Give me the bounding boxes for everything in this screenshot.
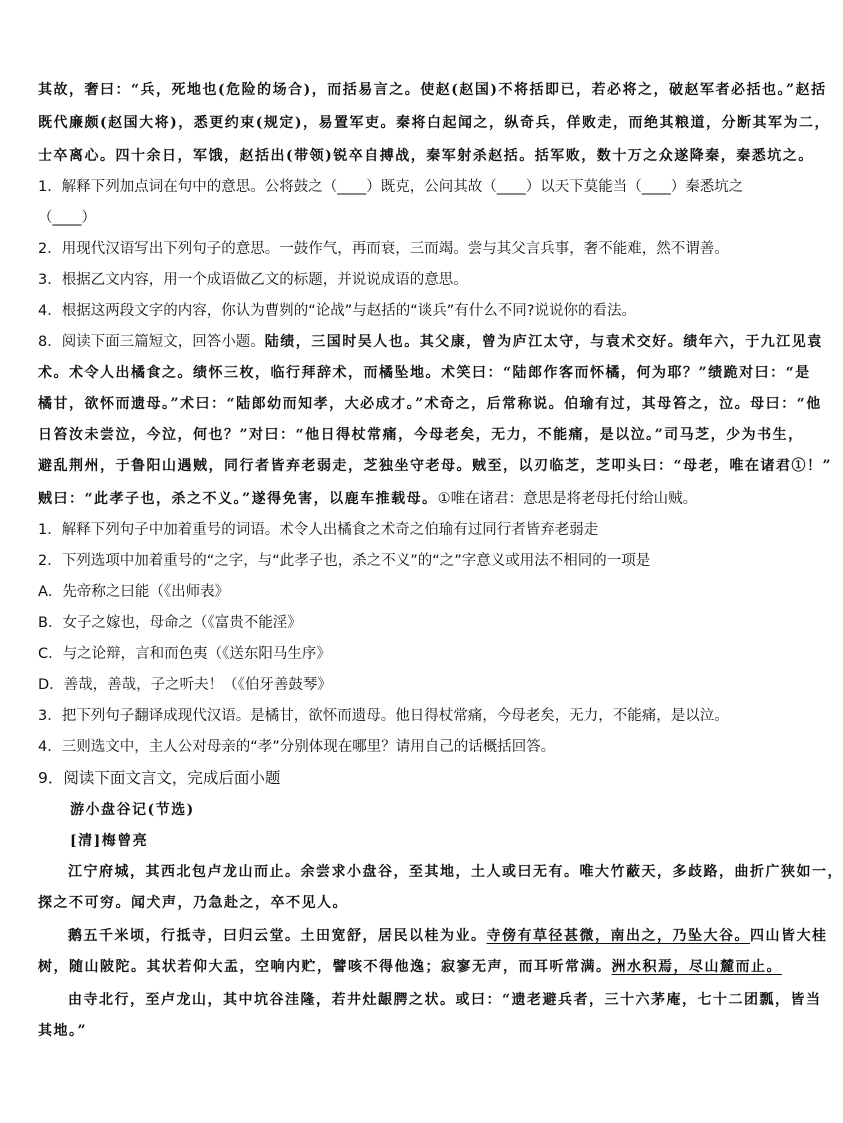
passage-line: 既代廉颇(赵国大将)，悉更约束(规定)，易置军吏。秦将白起闻之，纵奇兵，佯败走，而绝其粮道，分断其军为二， xyxy=(38,115,830,131)
underlined-sentence: 洲水积焉，尽山麓而止。 xyxy=(611,959,782,975)
passage-line: 士卒离心。四十余日，军饿，赵括出(带领)锐卒自搏战，秦军射杀赵括。括军败，数十万之众遂降秦，秦悉坑之。 xyxy=(38,148,814,164)
essay-text: 四山皆大桂 xyxy=(750,928,828,944)
essay-author: [清]梅曾亮 xyxy=(70,833,149,849)
essay-title: 游小盘谷记(节选) xyxy=(70,802,195,818)
passage-line: 避乱荆州，于鲁阳山遇贼，同行者皆弃老弱走，芝独坐守老母。贼至，以刃临芝，芝叩头曰：“母老，唯在诸君①！” xyxy=(38,458,833,474)
question-7-3: 3．根据乙文内容，用一个成语做乙文的标题，并说说成语的意思。 xyxy=(38,272,468,288)
passage-line: 陆绩，三国时吴人也。其父康，曾为庐江太守，与袁术交好。绩年六，于九江见袁 xyxy=(264,334,823,350)
question-8-4: 4．三则选文中，主人公对母亲的“孝”分别体现在哪里？请用自己的话概括回答。 xyxy=(38,739,556,755)
essay-text: 树，随山陂陀。其状若仰大盂，空响内贮，譬咳不得他逸；寂寥无声，而耳听常满。 xyxy=(38,959,612,975)
question-7-1-cont: （____） xyxy=(38,210,96,226)
question-8-heading: 8．阅读下面三篇短文，回答小题。 xyxy=(38,334,265,350)
option-c: C．与之论辩，言和而色夷（《送东阳马生序》 xyxy=(38,646,331,662)
essay-line: 其地。” xyxy=(38,1023,88,1039)
essay-line: 江宁府城，其西北包卢龙山而止。余尝求小盘谷，至其地，土人或曰无有。唯大竹蔽天，多歧路，曲折广狭如一， xyxy=(68,864,843,880)
question-8-2: 2．下列选项中加着重号的“之字，与“此孝子也，杀之不义”的“之”字意义或用法不相同的一项是 xyxy=(38,553,651,569)
passage-line: 日笞汝未尝泣，今泣，何也？”对曰：“他日得杖常痛，今母老矣，无力，不能痛，是以泣。”司马芝，少为书生， xyxy=(38,427,804,443)
option-d: D．善哉，善哉，子之听夫！（《伯牙善鼓琴》 xyxy=(38,677,332,693)
passage-line-with-note xyxy=(38,489,760,509)
passage-line: 术。术令人出橘食之。绩怀三枚，临行拜辞术，而橘坠地。术笑曰：“陆郎作客而怀橘，何为耶？”绩跪对曰：“是 xyxy=(38,365,811,381)
question-7-2: 2．用现代汉语写出下列句子的意思。一鼓作气，再而衰，三而竭。尝与其父言兵事，奢不能难，然不谓善。 xyxy=(38,241,729,257)
passage-line: 橘甘，欲怀而遗母。”术曰：“陆郎幼而知孝，大必成才。”术奇之，后常称说。伯瑜有过，其母笞之，泣。母曰：“他 xyxy=(38,396,822,412)
question-8-1: 1．解释下列句子中加着重号的词语。术令人出橘食之术奇之伯瑜有过同行者皆弃老弱走 xyxy=(38,522,599,538)
question-9-heading: 9．阅读下面文言文，完成后面小题 xyxy=(38,769,281,787)
essay-text: 鹅五千米顷，行抵寺，曰归云堂。土田宽舒，居民以桂为业。 xyxy=(68,928,487,944)
question-8-intro-line xyxy=(38,332,823,352)
footnote: ①唯在诸君：意思是将老母托付给山贼。 xyxy=(437,491,698,507)
question-7-1: 1．解释下列加点词在句中的意思。公将鼓之（____）既克，公问其故（____）以天下莫能当（____）秦悉坑之 xyxy=(38,179,744,195)
option-b: B．女子之嫁也，母命之（《富贵不能淫》 xyxy=(38,615,302,631)
question-8-3: 3．把下列句子翻译成现代汉语。是橘甘，欲怀而遗母。他日得杖常痛，今母老矣，无力，不能痛，是以泣。 xyxy=(38,708,729,724)
essay-line: 探之不可穷。闻犬声，乃急赴之，卒不见人。 xyxy=(38,895,348,911)
essay-line xyxy=(38,957,782,977)
essay-line: 由寺北行，至卢龙山，其中坑谷洼隆，若井灶龈腭之状。或曰：“遗老避兵者，三十六茅庵，七十二团瓢，皆当 xyxy=(68,992,822,1008)
essay-line xyxy=(68,926,828,946)
question-7-4: 4．根据这两段文字的内容，你认为曹刿的“论战”与赵括的“谈兵”有什么不同?说说你的看法。 xyxy=(38,303,636,319)
underlined-sentence: 寺傍有草径甚微，南出之，乃坠大谷。 xyxy=(486,928,750,944)
passage-line: 其故，奢曰：“兵，死地也(危险的场合)，而括易言之。使赵(赵国)不将括即已，若必将之，破赵军者必括也。”赵括 xyxy=(38,82,827,98)
option-a: A．先帝称之曰能（《出师表》 xyxy=(38,584,230,600)
passage-text: 贼曰：“此孝子也，杀之不义。”遂得免害，以鹿车推载母。 xyxy=(38,491,438,507)
